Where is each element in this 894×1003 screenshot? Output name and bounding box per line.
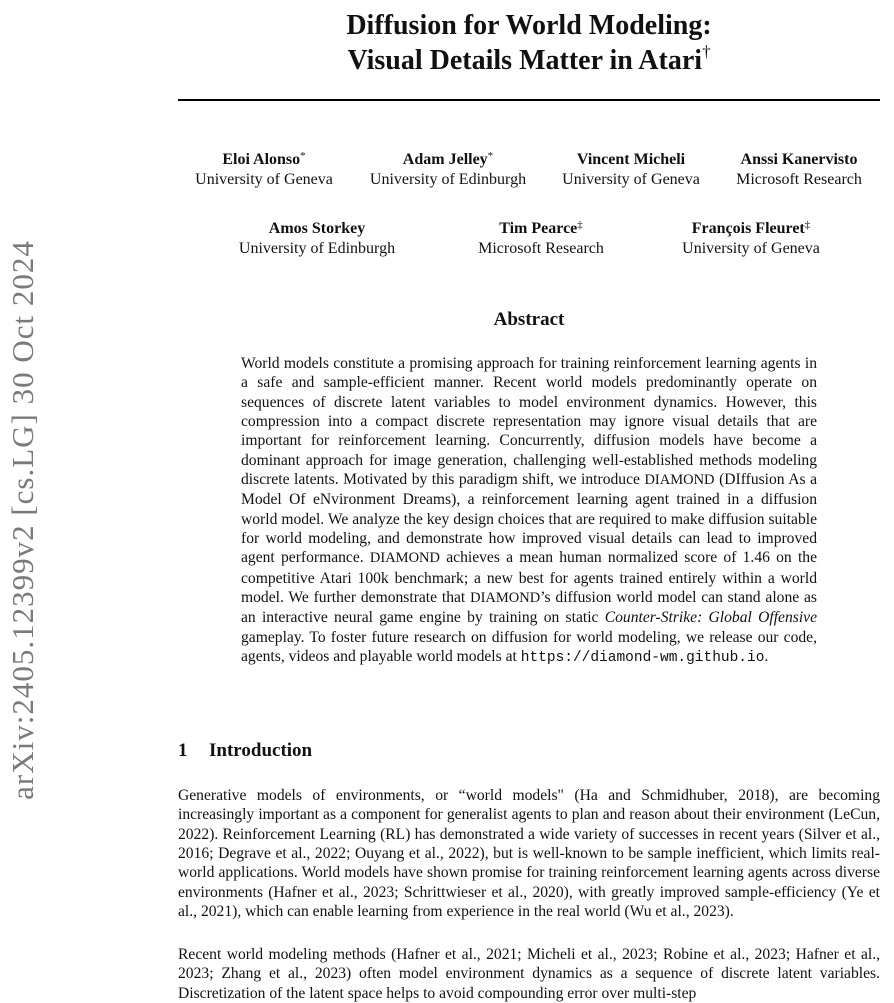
arxiv-stamp	[2, 200, 44, 840]
title-line-2: Visual Details Matter in Atari†	[347, 42, 711, 76]
section-title: Introduction	[209, 740, 313, 761]
author-name: Vincent Micheli	[576, 151, 686, 168]
intro-paragraph-1: Generative models of environments, or “world models" (Ha and Schmidhuber, 2018), are becoming increasingly important as a component for generalist agents to plan and reason about their environment (LeCun, 2022). Reinforcement Learning (RL) has demonstrated a wide variety of successes in recent years (Silver et al., 2016; Degrave et al., 2022; Ouyang et al., 2022), but is well-known to be sample inefficient, which limits real-world applications. World models have shown promise for training reinforcement learning agents across diverse environments (Hafner et al., 2023; Schrittwieser et al., 2020), with greatly improved sample-efficiency (Ye et al., 2021), which can enable learning from experience in the real world (Wu et al., 2023).	[178, 787, 880, 921]
author-7: François Fleuret‡ University of Geneva	[682, 219, 820, 257]
author-name: Anssi Kanervisto	[740, 151, 858, 168]
author-2: Adam Jelley* University of Edinburgh	[369, 150, 527, 188]
section-number: 1	[178, 740, 188, 761]
author-1: Eloi Alonso* University of Geneva	[195, 150, 333, 188]
title-line-1: Diffusion for World Modeling:	[346, 10, 712, 41]
author-affiliation: Microsoft Research	[478, 240, 604, 257]
author-affiliation: University of Edinburgh	[369, 171, 527, 188]
author-3	[562, 150, 700, 190]
project-url[interactable]: https://diamond-wm.github.io	[520, 650, 765, 667]
author-affiliation: University of Geneva	[682, 240, 820, 257]
method-name: DIAMOND	[369, 550, 440, 567]
paper-title	[178, 8, 880, 78]
section-heading	[178, 740, 312, 762]
author-name: Eloi Alonso	[222, 151, 301, 168]
author-name: Tim Pearce	[499, 220, 578, 237]
game-title: Counter-Strike: Global Offensive	[604, 609, 817, 627]
method-name: DIAMOND	[470, 590, 541, 607]
arxiv-stamp-text: arXiv:2405.12399v2 [cs.LG] 30 Oct 2024	[5, 240, 40, 800]
author-affiliation: Microsoft Research	[736, 171, 862, 188]
author-affiliation: University of Geneva	[562, 171, 700, 188]
author-affiliation: University of Geneva	[195, 171, 333, 188]
title-footnote-mark: †	[702, 42, 711, 61]
author-name: François Fleuret	[691, 220, 805, 237]
title-rule	[178, 99, 880, 101]
author-name: Amos Storkey	[268, 220, 366, 237]
author-affiliation: University of Edinburgh	[238, 240, 396, 257]
author-6: Tim Pearce‡ Microsoft Research	[478, 219, 604, 257]
author-name: Adam Jelley	[402, 151, 488, 168]
abstract-heading: Abstract	[493, 309, 565, 330]
intro-paragraph-2: Recent world modeling methods (Hafner et al., 2021; Micheli et al., 2023; Robine et al., 2023; Hafner et al., 2023; Zhang et al., 2023) often model environment dynamics as a sequence of discrete latent variables. Discretization of the latent space helps to avoid compounding error over multi-step	[178, 946, 880, 1002]
method-name: DIAMOND	[644, 472, 715, 489]
abstract-body: World models constitute a promising approach for training reinforcement learning agents in a safe and sample-efficient manner. Recent world models predominantly operate on sequences of discrete latent variables to model environment dynamics. However, this compression into a compact discrete representation may ignore visual details that are important for reinforcement learning. Concurrently, diffusion models have become a dominant approach for image generation, challenging well-established methods modeling discrete latents. Motivated by this paradigm shift, we introduce DIAMOND (DIffusion As a Model Of eNvironment Dreams), a reinforcement learning agent trained in a diffusion world model. We analyze the key design choices that are required to make diffusion suitable for world modeling, and demonstrate how improved visual details can lead to improved agent performance. DIAMOND achieves a mean human normalized score of 1.46 on the competitive Atari 100k benchmark; a new best for agents trained entirely within a world model. We further demonstrate that DIAMOND’s diffusion world model can stand alone as an interactive neural game engine by training on static Counter-Strike: Global Offensive gameplay. To foster future research on diffusion for world modeling, we release our code, agents, videos and playable world models at https://diamond-wm.github.io.	[241, 355, 818, 667]
author-4	[736, 150, 862, 190]
author-5	[239, 219, 395, 259]
